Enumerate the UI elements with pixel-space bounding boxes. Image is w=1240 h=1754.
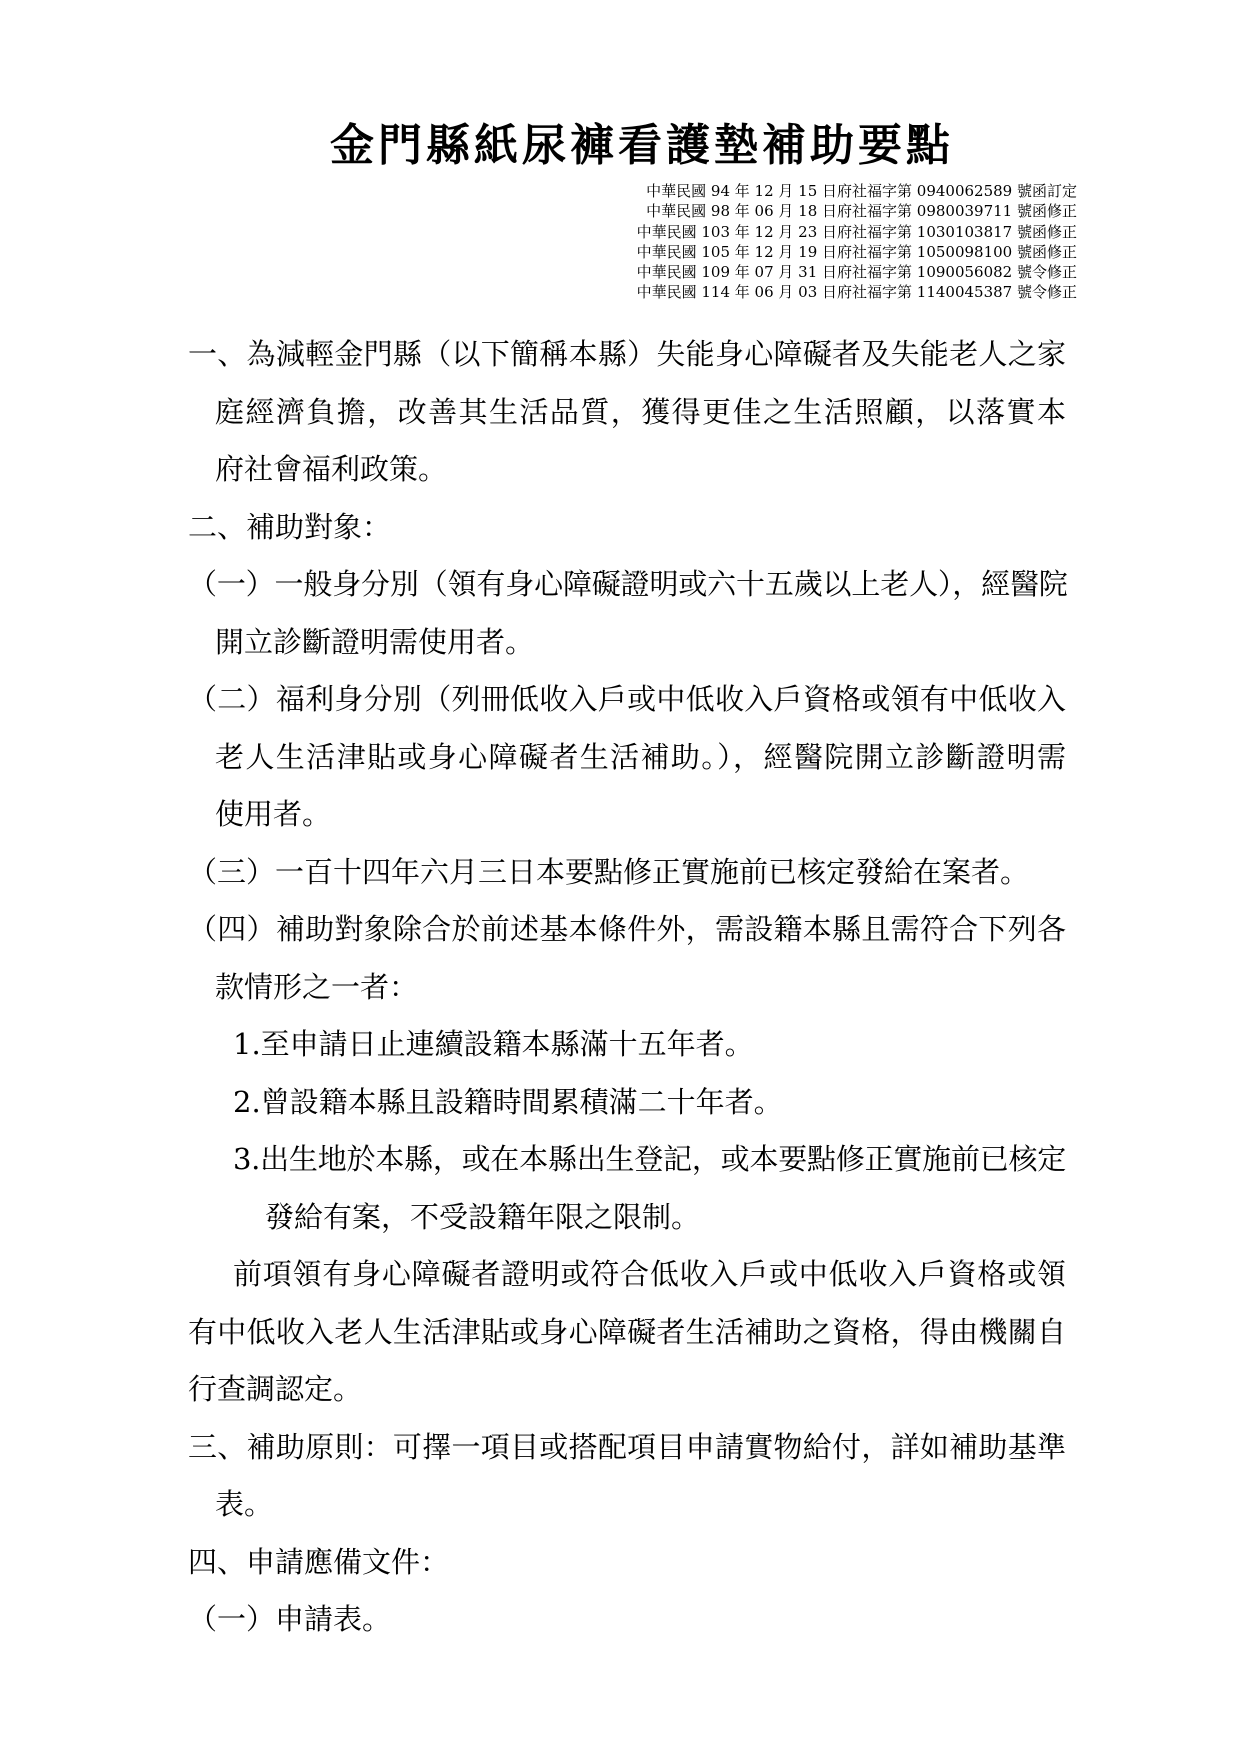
body-line: 行查調認定。 (188, 1372, 363, 1406)
body-line: 3.出生地於本縣，或在本縣出生登記，或本要點修正實施前已核定 (233, 1142, 1066, 1176)
body-line: 1.至申請日止連續設籍本縣滿十五年者。 (233, 1027, 754, 1061)
revision-history (637, 181, 1077, 303)
body-line: 老人生活津貼或身心障礙者生活補助。），經醫院開立診斷證明需 (215, 739, 1066, 774)
body-line: 發給有案，不受設籍年限之限制。 (265, 1199, 701, 1234)
body-line: 一、為減輕金門縣（以下簡稱本縣）失能身心障礙者及失能老人之家 (188, 337, 1066, 371)
body-line: 款情形之一者： (215, 969, 419, 1004)
body-line: 使用者。 (215, 797, 332, 831)
body-line: （一）申請表。 (188, 1602, 392, 1636)
body-line: 四、申請應備文件： (188, 1544, 450, 1579)
body-line: （四）補助對象除合於前述基本條件外，需設籍本縣且需符合下列各 (188, 912, 1066, 946)
body-line: 府社會福利政策。 (215, 452, 448, 486)
revision-history-line: 中華民國 103 年 12 月 23 日府社福字第 1030103817 號函修正 (636, 222, 1077, 241)
body-line: （一）一般身分別（領有身心障礙證明或六十五歲以上老人），經醫院 (188, 567, 1066, 601)
body-line: 表。 (215, 1487, 274, 1521)
body-line: 2.曾設籍本縣且設籍時間累積滿二十年者。 (233, 1084, 783, 1119)
body-line: （二）福利身分別（列冊低收入戶或中低收入戶資格或領有中低收入 (188, 682, 1066, 716)
document-body (188, 326, 1066, 1649)
revision-history-line: 中華民國 98 年 06 月 18 日府社福字第 0980039711 號函修正 (646, 202, 1077, 221)
body-line: （三）一百十四年六月三日本要點修正實施前已核定發給在案者。 (188, 854, 1030, 889)
body-line: 開立診斷證明需使用者。 (215, 624, 535, 659)
body-line: 三、補助原則：可擇一項目或搭配項目申請實物給付，詳如補助基準 (188, 1429, 1066, 1464)
body-line: 庭經濟負擔，改善其生活品質，獲得更佳之生活照顧，以落實本 (215, 394, 1066, 429)
revision-history-line: 中華民國 94 年 12 月 15 日府社福字第 0940062589 號函訂定 (646, 182, 1077, 200)
body-line: 二、補助對象： (188, 509, 392, 544)
body-line: 前項領有身心障礙者證明或符合低收入戶或中低收入戶資格或領 (233, 1257, 1066, 1291)
revision-history-line: 中華民國 114 年 06 月 03 日府社福字第 1140045387 號令修正 (636, 283, 1077, 302)
revision-history-line: 中華民國 109 年 07 月 31 日府社福字第 1090056082 號令修正 (636, 263, 1077, 282)
revision-history-line: 中華民國 105 年 12 月 19 日府社福字第 1050098100 號函修正 (636, 242, 1077, 261)
body-line: 有中低收入老人生活津貼或身心障礙者生活補助之資格，得由機關自 (188, 1314, 1066, 1349)
document-title: 金門縣紙尿褲看護墊補助要點 (330, 120, 954, 171)
